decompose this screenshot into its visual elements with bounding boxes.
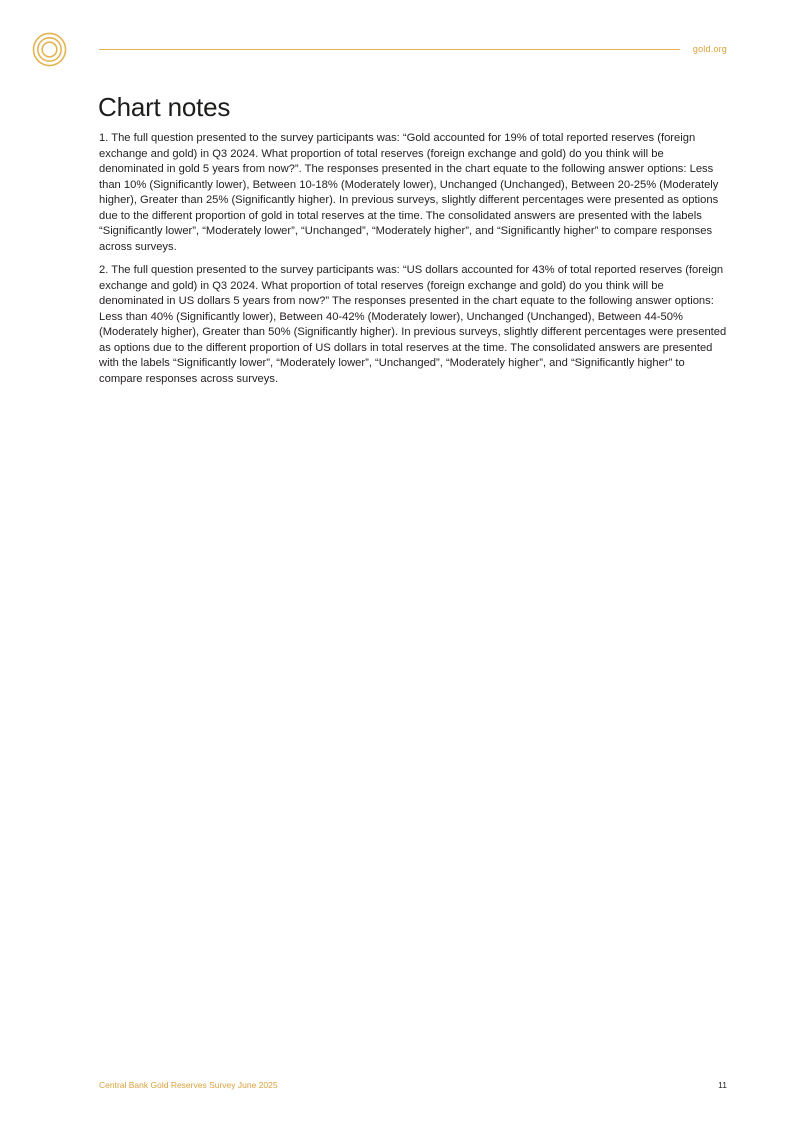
- header-divider: [99, 49, 680, 50]
- concentric-rings-logo-icon: [32, 32, 67, 67]
- page-number: 11: [718, 1080, 727, 1090]
- site-link[interactable]: gold.org: [692, 44, 727, 54]
- chart-note-1: 1. The full question presented to the survey participants was: “Gold accounted for 19% of total reported reserves (foreign exchange and gold) in Q3 2024. What proportion of total reserves (foreign exchange and gold) do you think will be denominated in gold 5 years from now?”. The responses presented in the chart equate to the following answer options: Less than 10% (Significantly lower), Between 10-18% (Moderately lower), Unchanged (Unchanged), Between 20-25% (Moderately higher), Greater than 25% (Significantly higher). In previous surveys, slightly different percentages were presented as options due to the different proportion of gold in total reserves at the time. The consolidated answers are presented with the labels “Significantly lower”, “Moderately lower”, “Unchanged”, “Moderately higher”, and “Significantly higher” to compare responses across surveys.: [99, 132, 719, 253]
- footer-document-title: Central Bank Gold Reserves Survey June 2025: [99, 1080, 278, 1090]
- chart-note-2: 2. The full question presented to the survey participants was: “US dollars accounted for 43% of total reported reserves (foreign exchange and gold) in Q3 2024. What proportion of total reserves (foreign exchange and gold) do you think will be denominated in US dollars 5 years from now?” The responses presented in the chart equate to the following answer options: Less than 40% (Significantly lower), Between 40-42% (Moderately lower), Unchanged (Unchanged), Between 44-50% (Moderately higher), Greater than 50% (Significantly higher). In previous surveys, slightly different percentages were presented as options due to the different proportion of US dollars in total reserves at the time. The consolidated answers are presented with the labels “Significantly lower”, “Moderately lower”, “Unchanged”, “Moderately higher”, and “Significantly higher” to compare responses across surveys.: [99, 264, 727, 385]
- page-title: Chart notes: [98, 92, 231, 122]
- chart-notes: [99, 131, 727, 395]
